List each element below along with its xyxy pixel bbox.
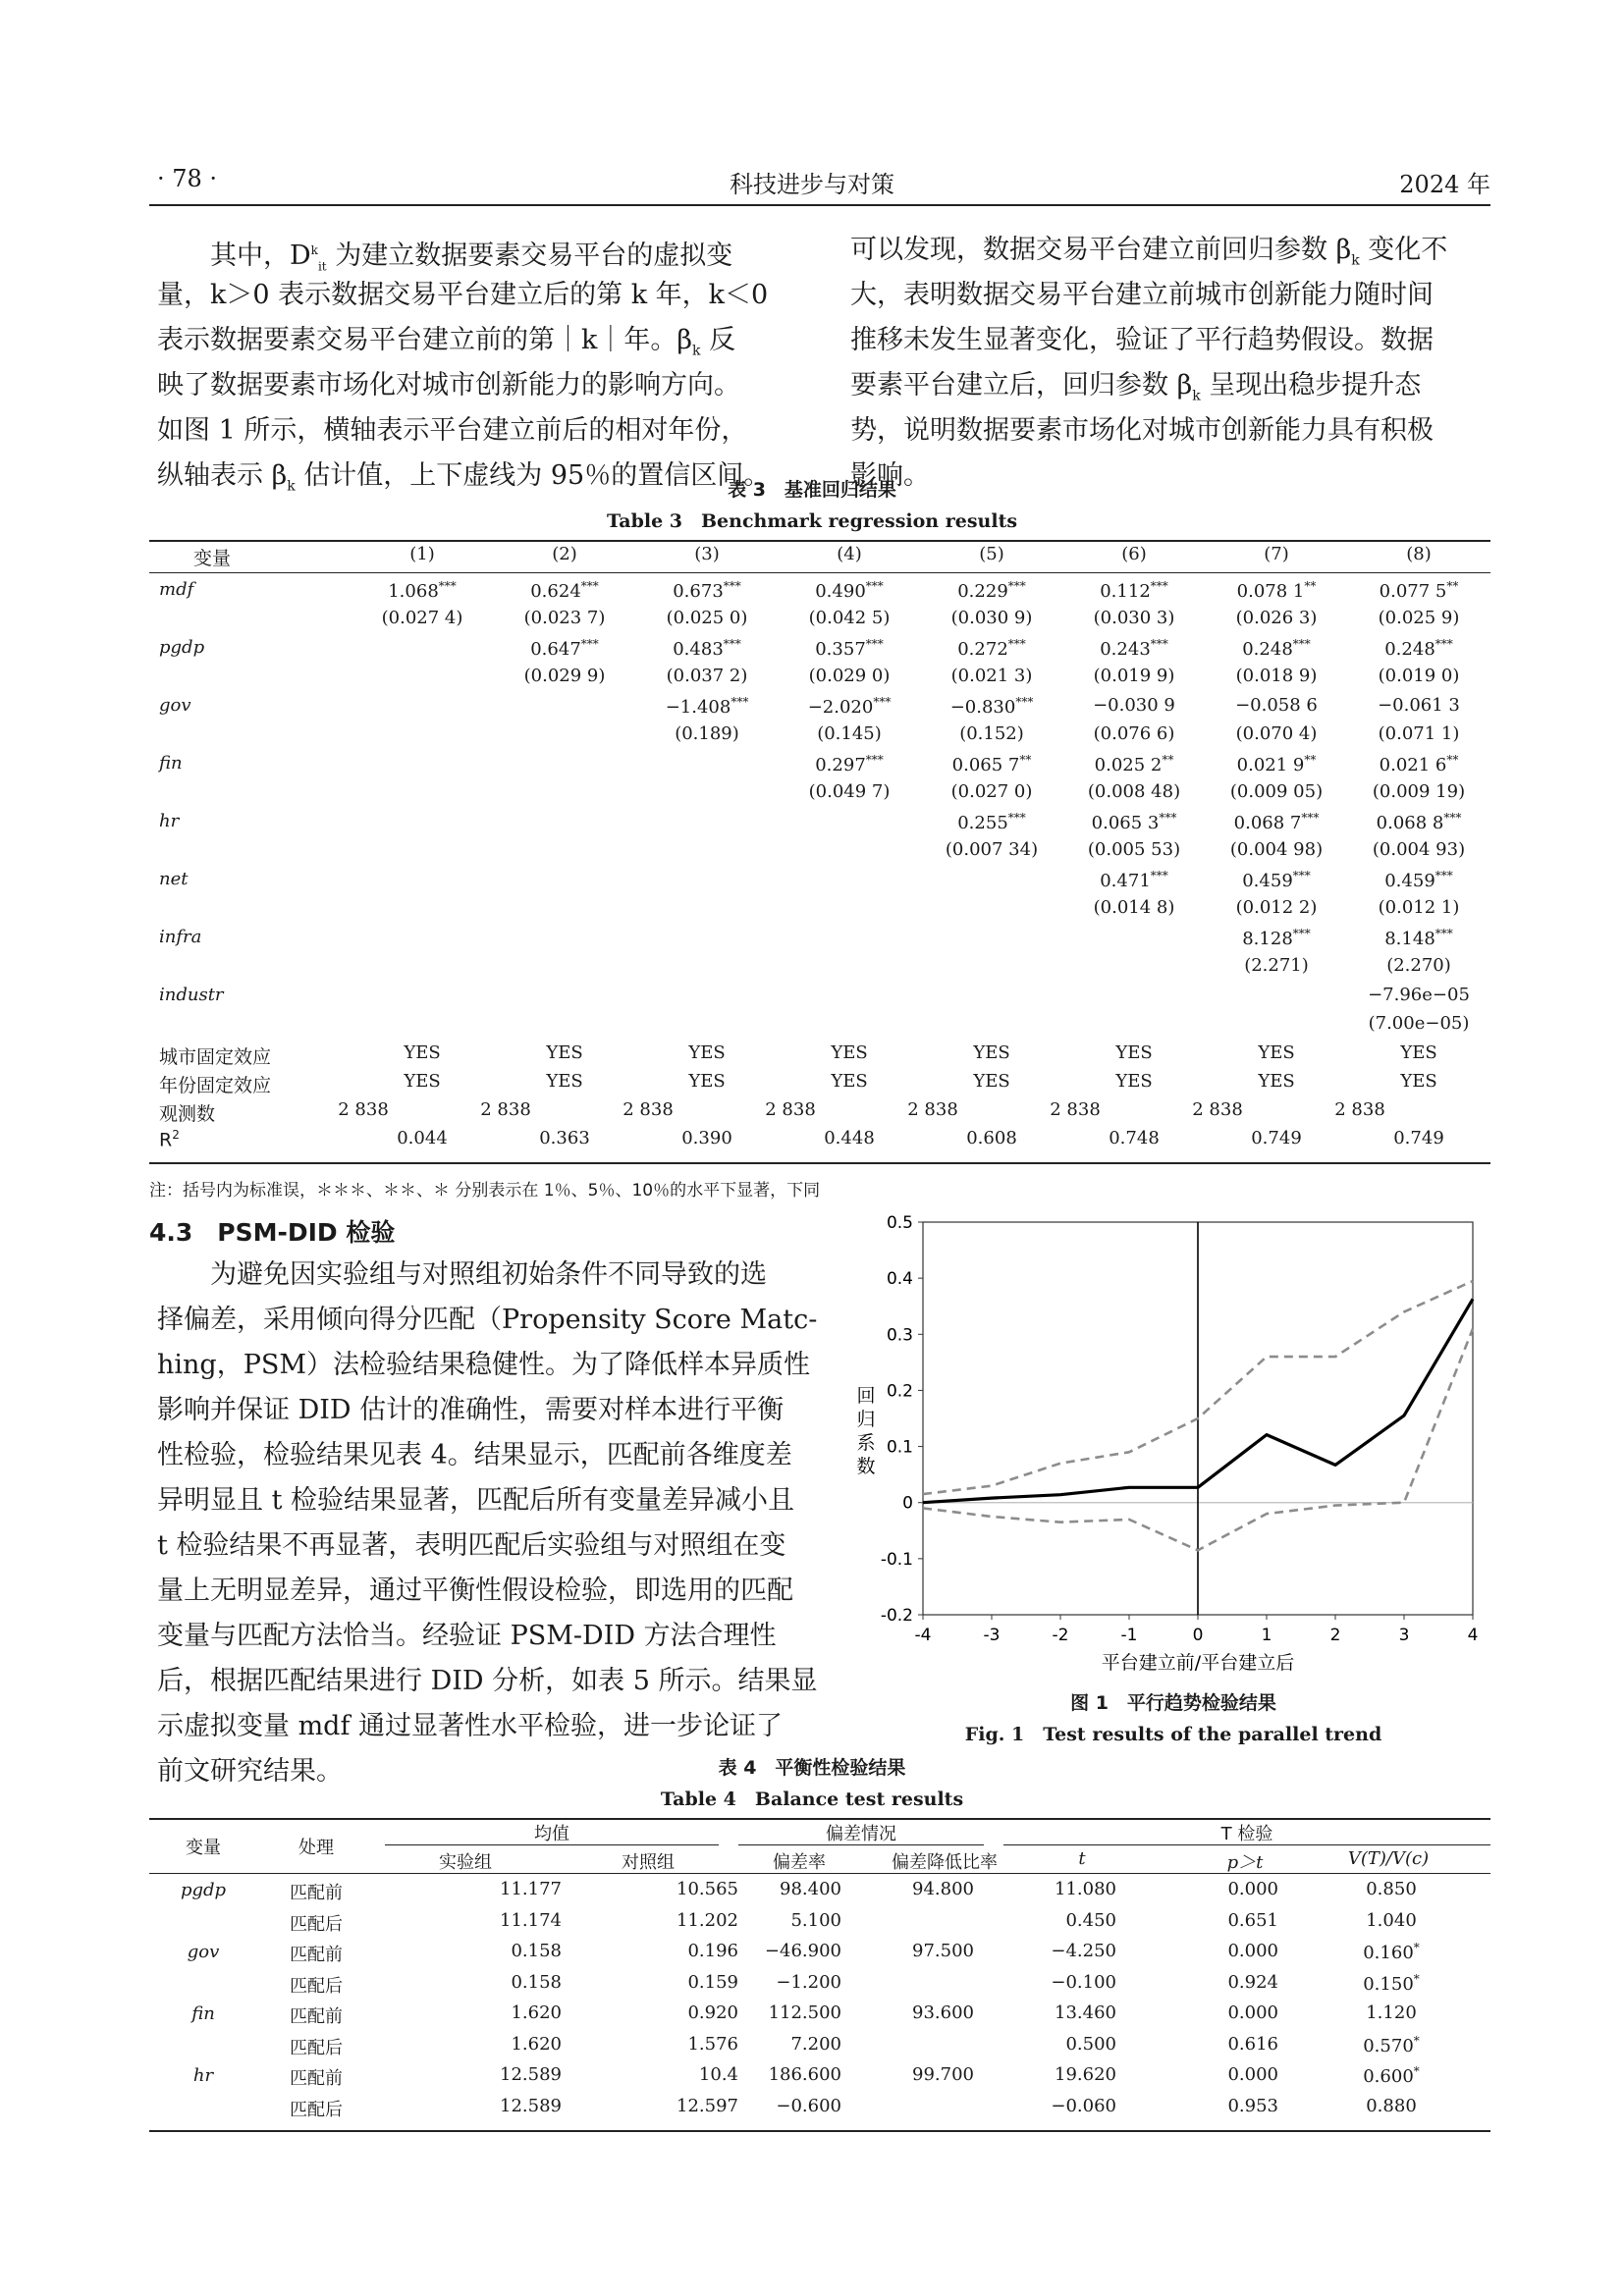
table4-value-cell: 19.620 [1055,2064,1116,2085]
table3-coef-cell: 0.483*** [673,637,741,660]
section-line: 量上无明显差异，通过平衡性假设检验，即选用的匹配 [157,1575,793,1606]
figure-caption-zh: 图 1 平行趋势检验结果 [1070,1692,1276,1714]
table4-header-ttest: T 检验 [1220,1824,1273,1844]
table3-coef-cell: −0.061 3 [1378,695,1460,716]
table4-var-label: pgdp [180,1880,227,1900]
table3-coef-cell: 0.255*** [957,811,1026,833]
table3-header-col: (5) [979,544,1004,564]
table4-value-cell: 13.460 [1055,2002,1116,2023]
table4-treat-cell: 匹配后 [290,1975,343,1997]
table3-obs-row-cell: 2 838 [765,1099,816,1120]
x-tick-label: 4 [1467,1626,1479,1645]
table4-value-cell: 0.160* [1363,1941,1420,1963]
table3-coef-cell: 0.624*** [530,579,599,602]
table3-city-fe-row-cell: YES [404,1042,441,1063]
table4-value-cell: 11.174 [500,1909,562,1931]
table4-value-cell: 112.500 [768,2002,841,2023]
table3-se-cell: (0.029 9) [523,666,606,686]
table3-se-cell: (0.042 5) [808,608,891,628]
table3-header-var: 变量 [193,548,232,569]
table3-se-cell: (0.009 19) [1372,781,1466,802]
y-tick-label: 0.4 [886,1269,913,1290]
section-line: 性检验，检验结果见表 4。结果显示，匹配前各维度差 [157,1440,792,1470]
table3-coef-cell: 0.025 2** [1094,753,1174,775]
journal-name: 科技进步与对策 [730,171,894,198]
x-tick-label: -3 [983,1626,1001,1645]
table3-var-label: gov [159,695,191,716]
table3-se-cell: (0.005 53) [1087,839,1181,860]
table3-obs-row-cell: 2 838 [623,1099,674,1120]
table3-coef-cell: 0.357*** [815,637,884,660]
table3-city-fe-row-cell: YES [1400,1042,1437,1063]
table4-subheader: V(T)/V(c) [1347,1848,1430,1869]
table4-value-cell: 0.150* [1363,1971,1420,1995]
section-line: 示虚拟变量 mdf 通过显著性水平检验，进一步论证了 [157,1711,784,1741]
table3-year-fe-row-cell: YES [404,1071,441,1092]
table3-obs-row-cell: 2 838 [480,1099,531,1120]
table4-treat-cell: 匹配前 [290,1945,343,1965]
table4-value-cell: 0.500 [1065,2033,1116,2055]
table3-year-fe-row-cell: YES [546,1071,583,1092]
x-tick-label: 3 [1398,1626,1410,1645]
table3-se-cell: (0.025 0) [666,608,748,628]
table4-value-cell: 10.4 [698,2064,738,2085]
table4-treat-cell: 匹配前 [290,1883,343,1903]
table3-coef-cell: 0.490*** [815,579,884,602]
table3-header-col: (8) [1406,544,1432,564]
table3-coef-cell: 0.065 7** [951,753,1032,775]
table3-se-cell: (0.049 7) [808,781,891,802]
x-axis-label: 平台建立前/平台建立后 [1101,1652,1295,1674]
table3-se-cell: (0.008 48) [1087,781,1181,802]
table3-se-cell: (0.014 8) [1093,897,1175,918]
table3-se-cell: (0.027 4) [381,608,463,628]
table-rule [149,572,1490,573]
table3-se-cell: (7.00e−05) [1368,1013,1470,1034]
table3-coef-cell: 0.248*** [1242,637,1311,660]
table3-var-label: infra [159,927,202,947]
table4-value-cell: 97.500 [912,1941,974,1961]
table3-coef-cell: 0.673*** [673,579,741,602]
table4-value-cell: −4.250 [1051,1941,1116,1961]
table3-city-fe-row-cell: YES [831,1042,868,1063]
table3-coef-cell: 0.068 7*** [1233,811,1320,833]
table4-treat-cell: 匹配前 [290,2068,343,2089]
table3-se-cell: (0.025 9) [1378,608,1460,628]
table3-obs-row-cell: 2 838 [907,1099,958,1120]
table3-se-cell: (0.004 93) [1372,839,1466,860]
figure-caption-en: Fig. 1 Test results of the parallel trend [964,1724,1382,1745]
table3-header-col: (6) [1121,544,1147,564]
table-rule [149,540,1490,542]
table3-se-cell: (0.007 34) [945,839,1039,860]
table4-value-cell: 12.589 [500,2095,562,2116]
table3-r2-row-cell: 0.749 [1251,1128,1302,1148]
table-rule [149,2130,1490,2132]
table3-se-cell: (2.271) [1244,955,1309,976]
table3-coef-cell: 0.021 6** [1379,753,1459,775]
table3-coef-cell: 8.148*** [1384,927,1453,949]
y-tick-label: 0.1 [886,1437,913,1458]
x-tick-label: 0 [1192,1626,1204,1645]
table-rule [149,1162,1490,1164]
table3-se-cell: (0.012 1) [1378,897,1460,918]
table4-header-bias: 偏差情况 [826,1824,896,1844]
table4-value-cell: 0.159 [687,1971,738,1993]
table4-value-cell: 7.200 [790,2033,841,2055]
table3-coef-cell: 0.021 9** [1236,753,1317,775]
section-line: 变量与匹配方法恰当。经验证 PSM-DID 方法合理性 [157,1621,777,1651]
table4-value-cell: 98.400 [780,1879,841,1899]
table3-coef-cell: 0.112*** [1100,579,1168,602]
table3-caption-zh: 表 3 基准回归结果 [728,479,896,501]
section-line: 异明显且 t 检验结果显著，匹配后所有变量差异减小且 [157,1485,795,1516]
table3-r2-row-cell: 0.608 [966,1128,1017,1148]
table4-value-cell: 0.651 [1227,1909,1278,1931]
section-line: 择偏差，采用倾向得分匹配（Propensity Score Matc- [157,1305,818,1335]
table3-se-cell: (0.026 3) [1235,608,1318,628]
table3-se-cell: (0.021 3) [950,666,1033,686]
table4-value-cell: 11.177 [500,1879,562,1899]
table3-header-col: (3) [694,544,720,564]
table4-value-cell: 0.158 [511,1941,562,1961]
table4-subheader: 偏差降低比率 [892,1852,998,1873]
table3-se-cell: (0.076 6) [1093,723,1175,744]
intro-right-paragraph: 可以发现，数据交易平台建立前回归参数 $\beta_k$ 变化不 大，表明数据交易平台建立前城市创新能力随时间 推移未发生显著变化，验证了平行趋势假设。数据 要素平台建立后，回归参数 $\beta_k$ 呈现出稳步提升态 势，说明数据要素市场化对城市创新能力具有积极 影响。 [850,235,1448,491]
table4-value-cell: 11.202 [677,1909,738,1931]
table4-value-cell: 1.620 [511,2002,562,2023]
table3-coef-cell: 0.272*** [957,637,1026,660]
table4-header-mean: 均值 [534,1824,569,1844]
table3-year-fe-row-cell: YES [831,1071,868,1092]
table3-coef-cell: −2.020*** [807,695,892,718]
table3-coef-cell: −0.058 6 [1235,695,1318,716]
table3-city-fe-row-cell: YES [973,1042,1010,1063]
table3-city-fe-row-cell: YES [546,1042,583,1063]
table3-se-cell: (0.152) [959,723,1024,744]
table4-value-cell: 0.600* [1363,2064,1420,2087]
header-rule [149,204,1490,206]
table3-se-cell: (2.270) [1386,955,1451,976]
table3-city-fe-row-cell: YES [1115,1042,1153,1063]
table3-se-cell: (0.037 2) [666,666,748,686]
table3-coef-cell: 0.459*** [1242,869,1311,891]
table3-se-cell: (0.189) [675,723,739,744]
table4 [149,1818,1490,2132]
table3-header-col: (2) [552,544,577,564]
table3-obs-row-cell: 2 838 [338,1099,389,1120]
table3-coef-cell: −0.030 9 [1093,695,1175,716]
table3-r2-row-cell: 0.749 [1393,1128,1444,1148]
table3-city-fe-row-label: 城市固定效应 [159,1046,272,1068]
table3-se-cell: (0.009 05) [1229,781,1324,802]
table4-value-cell: −46.900 [764,1941,841,1961]
table3-coef-cell: 1.068*** [388,579,457,602]
intro-left-paragraph: 其中，$D^k_{it}$ 为建立数据要素交易平台的虚拟变 量，k＞0 表示数据交易平台建立后的第 k 年，k＜0 表示数据要素交易平台建立前的第｜k｜年。$\beta_k$ 反 映了数据要素市场化对城市创新能力的影响方向。 如图 1 所示，横轴表示平台建立前后的相对年份， 纵轴表示 $\beta_k$ 估计值，上下虚线为 95％的置信区间。 [157,240,771,495]
table3-city-fe-row-cell: YES [688,1042,726,1063]
table3-coef-cell: 0.229*** [957,579,1026,602]
table3-r2-row-cell: 0.448 [824,1128,875,1148]
table4-treat-cell: 匹配后 [290,1913,343,1935]
table3-r2-row-label: $R^2$ [159,1128,180,1151]
table3-se-cell: (0.019 0) [1378,666,1460,686]
table4-subheader: p＞t [1226,1852,1264,1873]
table3-caption-en: Table 3 Benchmark regression results [606,510,1018,532]
table3-obs-row-cell: 2 838 [1050,1099,1101,1120]
table3-header-col: (4) [837,544,862,564]
year-label: 2024 年 [1399,171,1490,198]
table4-value-cell: 11.080 [1055,1879,1116,1899]
table3-obs-row-label: 观测数 [159,1103,216,1125]
table4-value-cell: 1.620 [511,2033,562,2055]
table3-coef-cell: 0.459*** [1384,869,1453,891]
table3-se-cell: (0.004 98) [1229,839,1324,860]
table3-se-cell: (0.030 9) [950,608,1033,628]
section-line: 影响并保证 DID 估计的准确性，需要对样本进行平衡 [157,1395,785,1425]
table3-se-cell: (0.071 1) [1378,723,1460,744]
table4-value-cell: 1.576 [687,2033,738,2055]
table4-value-cell: 94.800 [912,1879,974,1899]
table4-subheader: t [1078,1848,1086,1869]
table4-treat-cell: 匹配前 [290,2006,343,2027]
table4-header-treat: 处理 [298,1838,334,1858]
table3-coef-cell: 0.297*** [815,753,884,775]
table3-se-cell: (0.145) [817,723,882,744]
table4-value-cell: 0.158 [511,1971,562,1993]
table3 [149,540,1490,1168]
table3-coef-cell: 0.647*** [530,637,599,660]
y-tick-label: 0.5 [886,1213,913,1233]
table3-var-label: mdf [159,579,194,600]
table4-value-cell: 1.040 [1366,1909,1417,1931]
table4-value-cell: −0.060 [1051,2095,1116,2116]
table3-coef-cell: 0.068 8*** [1376,811,1462,833]
table3-var-label: pgdp [159,637,205,658]
table4-value-cell: 0.000 [1227,1941,1278,1961]
table3-coef-cell: 0.471*** [1100,869,1168,891]
table3-var-label: hr [159,811,180,831]
table4-value-cell: 93.600 [912,2002,974,2023]
table3-se-cell: (0.023 7) [523,608,606,628]
table3-se-cell: (0.027 0) [950,781,1033,802]
table3-year-fe-row-cell: YES [1115,1071,1153,1092]
x-tick-label: 2 [1329,1626,1341,1645]
table4-value-cell: −0.600 [776,2095,841,2116]
section-line: 后，根据匹配结果进行 DID 分析，如表 5 所示。结果显 [157,1666,818,1696]
table3-year-fe-row-cell: YES [973,1071,1010,1092]
table3-year-fe-row-label: 年份固定效应 [159,1075,272,1096]
table3-coef-cell: 0.077 5** [1379,579,1459,602]
table4-value-cell: 0.920 [687,2002,738,2023]
table3-note: 注：括号内为标准误，＊＊＊、＊＊、＊ 分别表示在 1％、5％、10％的水平下显著，下同 [149,1181,821,1201]
table3-r2-row-cell: 0.363 [539,1128,590,1148]
table4-value-cell: 0.924 [1227,1971,1278,1993]
y-tick-label: 0 [902,1493,913,1514]
y-tick-label: 0.3 [886,1325,913,1346]
table3-obs-row-cell: 2 838 [1334,1099,1385,1120]
section-line: t 检验结果不再显著，表明匹配后实验组与对照组在变 [157,1530,786,1561]
section-line: hing，PSM）法检验结果稳健性。为了降低样本异质性 [157,1350,811,1380]
table4-var-label: fin [191,2003,215,2024]
table3-se-cell: (0.012 2) [1235,897,1318,918]
table3-r2-row-cell: 0.390 [681,1128,732,1148]
table4-subheader: 对照组 [622,1852,675,1873]
table4-var-label: gov [187,1942,220,1962]
table4-subheader: 实验组 [439,1852,492,1873]
table4-value-cell: 12.597 [677,2095,738,2116]
y-axis-label: 回归系数 [856,1385,876,1477]
table3-city-fe-row-cell: YES [1258,1042,1295,1063]
table4-caption-en: Table 4 Balance test results [660,1789,964,1810]
table4-value-cell: 99.700 [912,2064,974,2085]
table3-coef-cell: 8.128*** [1242,927,1311,949]
table3-se-cell: (0.019 9) [1093,666,1175,686]
table3-var-label: industr [159,985,224,1005]
x-tick-label: -2 [1052,1626,1069,1645]
table4-treat-cell: 匹配后 [290,2037,343,2058]
table4-value-cell: 10.565 [677,1879,738,1899]
table3-header-col: (1) [409,544,435,564]
x-tick-label: -4 [914,1626,932,1645]
table3-coef-cell: 0.065 3*** [1091,811,1177,833]
table3-coef-cell: −0.830*** [949,695,1034,718]
table4-value-cell: −1.200 [776,1971,841,1993]
table3-coef-cell: −7.96e−05 [1368,985,1470,1005]
table3-coef-cell: 0.243*** [1100,637,1168,660]
table3-coef-cell: 0.248*** [1384,637,1453,660]
x-tick-label: 1 [1261,1626,1272,1645]
table4-value-cell: 0.953 [1227,2095,1278,2116]
table3-obs-row-cell: 2 838 [1192,1099,1243,1120]
table3-coef-cell: −1.408*** [665,695,749,718]
table4-value-cell: 5.100 [790,1909,841,1931]
table4-value-cell: 0.000 [1227,1879,1278,1899]
table4-value-cell: 0.616 [1227,2033,1278,2055]
table4-value-cell: 0.880 [1366,2095,1417,2116]
table4-value-cell: 186.600 [768,2064,841,2085]
section-line: 为避免因实验组与对照组初始条件不同导致的选 [210,1259,767,1290]
table3-year-fe-row-cell: YES [1258,1071,1295,1092]
y-tick-label: 0.2 [886,1381,913,1402]
table3-se-cell: (0.018 9) [1235,666,1318,686]
table4-value-cell: 0.450 [1065,1909,1116,1931]
x-tick-label: -1 [1120,1626,1138,1645]
table3-se-cell: (0.030 3) [1093,608,1175,628]
section-line: 前文研究结果。 [157,1756,343,1787]
parallel-trend-chart [844,1207,1502,1688]
table4-value-cell: 0.196 [687,1941,738,1961]
table4-value-cell: 0.850 [1366,1879,1417,1899]
table4-value-cell: 1.120 [1366,2002,1417,2023]
table3-year-fe-row-cell: YES [688,1071,726,1092]
table3-header-col: (7) [1264,544,1289,564]
table3-se-cell: (0.029 0) [808,666,891,686]
table3-var-label: net [159,869,189,889]
table4-value-cell: 12.589 [500,2064,562,2085]
table4-value-cell: 0.000 [1227,2064,1278,2085]
table4-subheader: 偏差率 [773,1852,826,1873]
table3-se-cell: (0.070 4) [1235,723,1318,744]
table4-value-cell: −0.100 [1051,1971,1116,1993]
table4-value-cell: 0.570* [1363,2033,1420,2056]
table4-var-label: hr [192,2065,214,2086]
table4-treat-cell: 匹配后 [290,2099,343,2120]
y-tick-label: -0.1 [880,1549,913,1570]
page-number: · 78 · [157,165,218,192]
table3-year-fe-row-cell: YES [1400,1071,1437,1092]
table4-caption-zh: 表 4 平衡性检验结果 [718,1757,906,1779]
table3-r2-row-cell: 0.748 [1109,1128,1160,1148]
table4-value-cell: 0.000 [1227,2002,1278,2023]
table3-coef-cell: 0.078 1** [1236,579,1317,602]
section-title: 4.3 PSM-DID 检验 [149,1218,396,1247]
table3-var-label: fin [159,753,183,774]
y-tick-label: -0.2 [880,1606,913,1626]
table4-header-var: 变量 [186,1838,221,1858]
table3-r2-row-cell: 0.044 [397,1128,448,1148]
